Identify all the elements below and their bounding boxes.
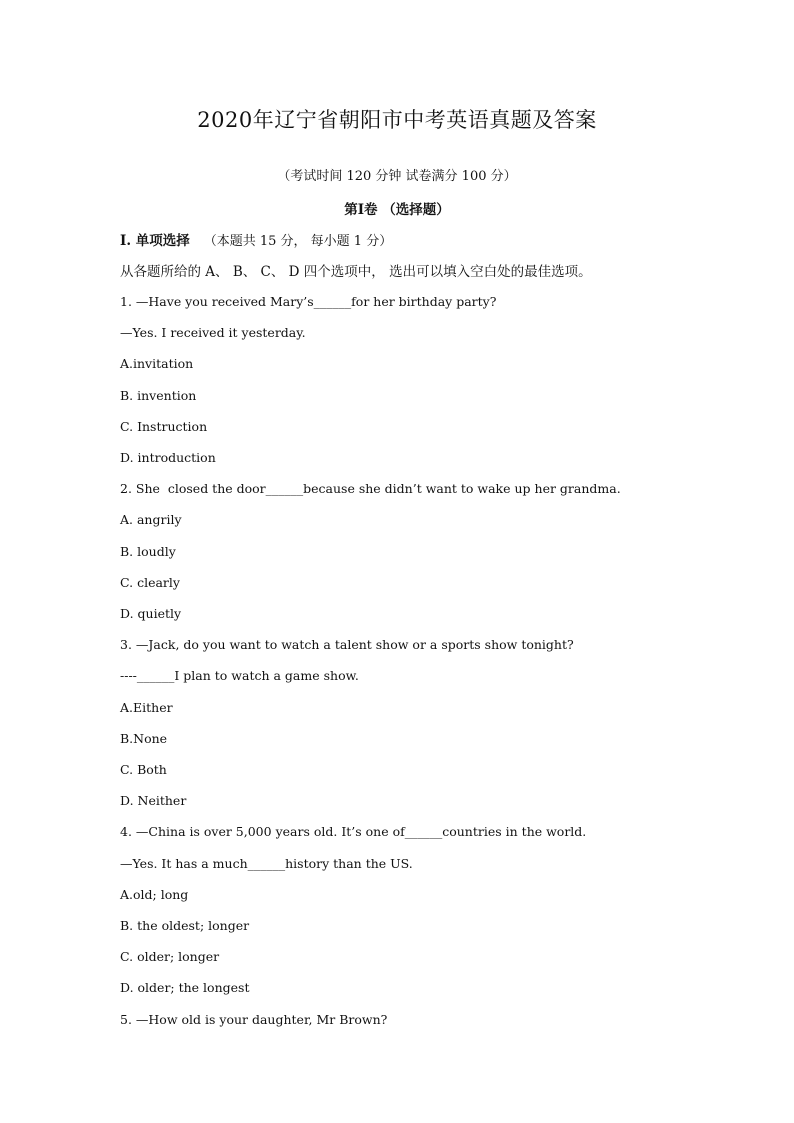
option-line: B. invention — [120, 388, 197, 403]
option-line: D. quietly — [120, 606, 182, 621]
option-line: A.invitation — [120, 356, 194, 371]
question-line: 5. —How old is your daughter, Mr Brown? — [120, 1012, 388, 1027]
exam-subtitle: （考试时间 120 分钟 试卷满分 100 分） — [277, 169, 517, 184]
option-line: C. older; longer — [120, 949, 220, 964]
question-line: 4. —China is over 5,000 years old. It’s one of______countries in the world. — [120, 824, 587, 839]
option-line: C. Instruction — [120, 419, 208, 434]
option-line: B. the oldest; longer — [120, 918, 250, 933]
question-line: 2. She closed the door______because she didn’t want to wake up her grandma. — [120, 481, 621, 496]
section-title: Ⅰ. 单项选择 — [120, 233, 190, 249]
option-line: B.None — [120, 731, 168, 746]
option-line: A.old; long — [120, 887, 189, 902]
option-line: C. Both — [120, 762, 167, 777]
option-line: D. Neither — [120, 793, 187, 808]
question-line: 3. —Jack, do you want to watch a talent show or a sports show tonight? — [120, 637, 574, 652]
option-line: A. angrily — [120, 512, 182, 527]
part-heading: 第Ⅰ卷 （选择题） — [344, 202, 450, 218]
option-line: C. clearly — [120, 575, 180, 590]
question-line: ----______I plan to watch a game show. — [120, 668, 359, 683]
document-title: 2020年辽宁省朝阳市中考英语真题及答案 — [197, 108, 597, 132]
question-line: —Yes. I received it yesterday. — [120, 325, 306, 340]
option-line: D. introduction — [120, 450, 216, 465]
question-line: 1. —Have you received Mary’s______for her birthday party? — [120, 294, 497, 309]
question-line: —Yes. It has a much______history than the US. — [120, 856, 413, 871]
option-line: A.Either — [120, 700, 173, 715]
section-heading — [120, 229, 392, 249]
option-line: D. older; the longest — [120, 980, 250, 995]
section-instruction: 从各题所给的 A、 B、 C、 D 四个选项中， 选出可以填入空白处的最佳选项。 — [120, 264, 592, 280]
option-line: B. loudly — [120, 544, 176, 559]
section-note: （本题共 15 分， 每小题 1 分） — [203, 234, 393, 249]
